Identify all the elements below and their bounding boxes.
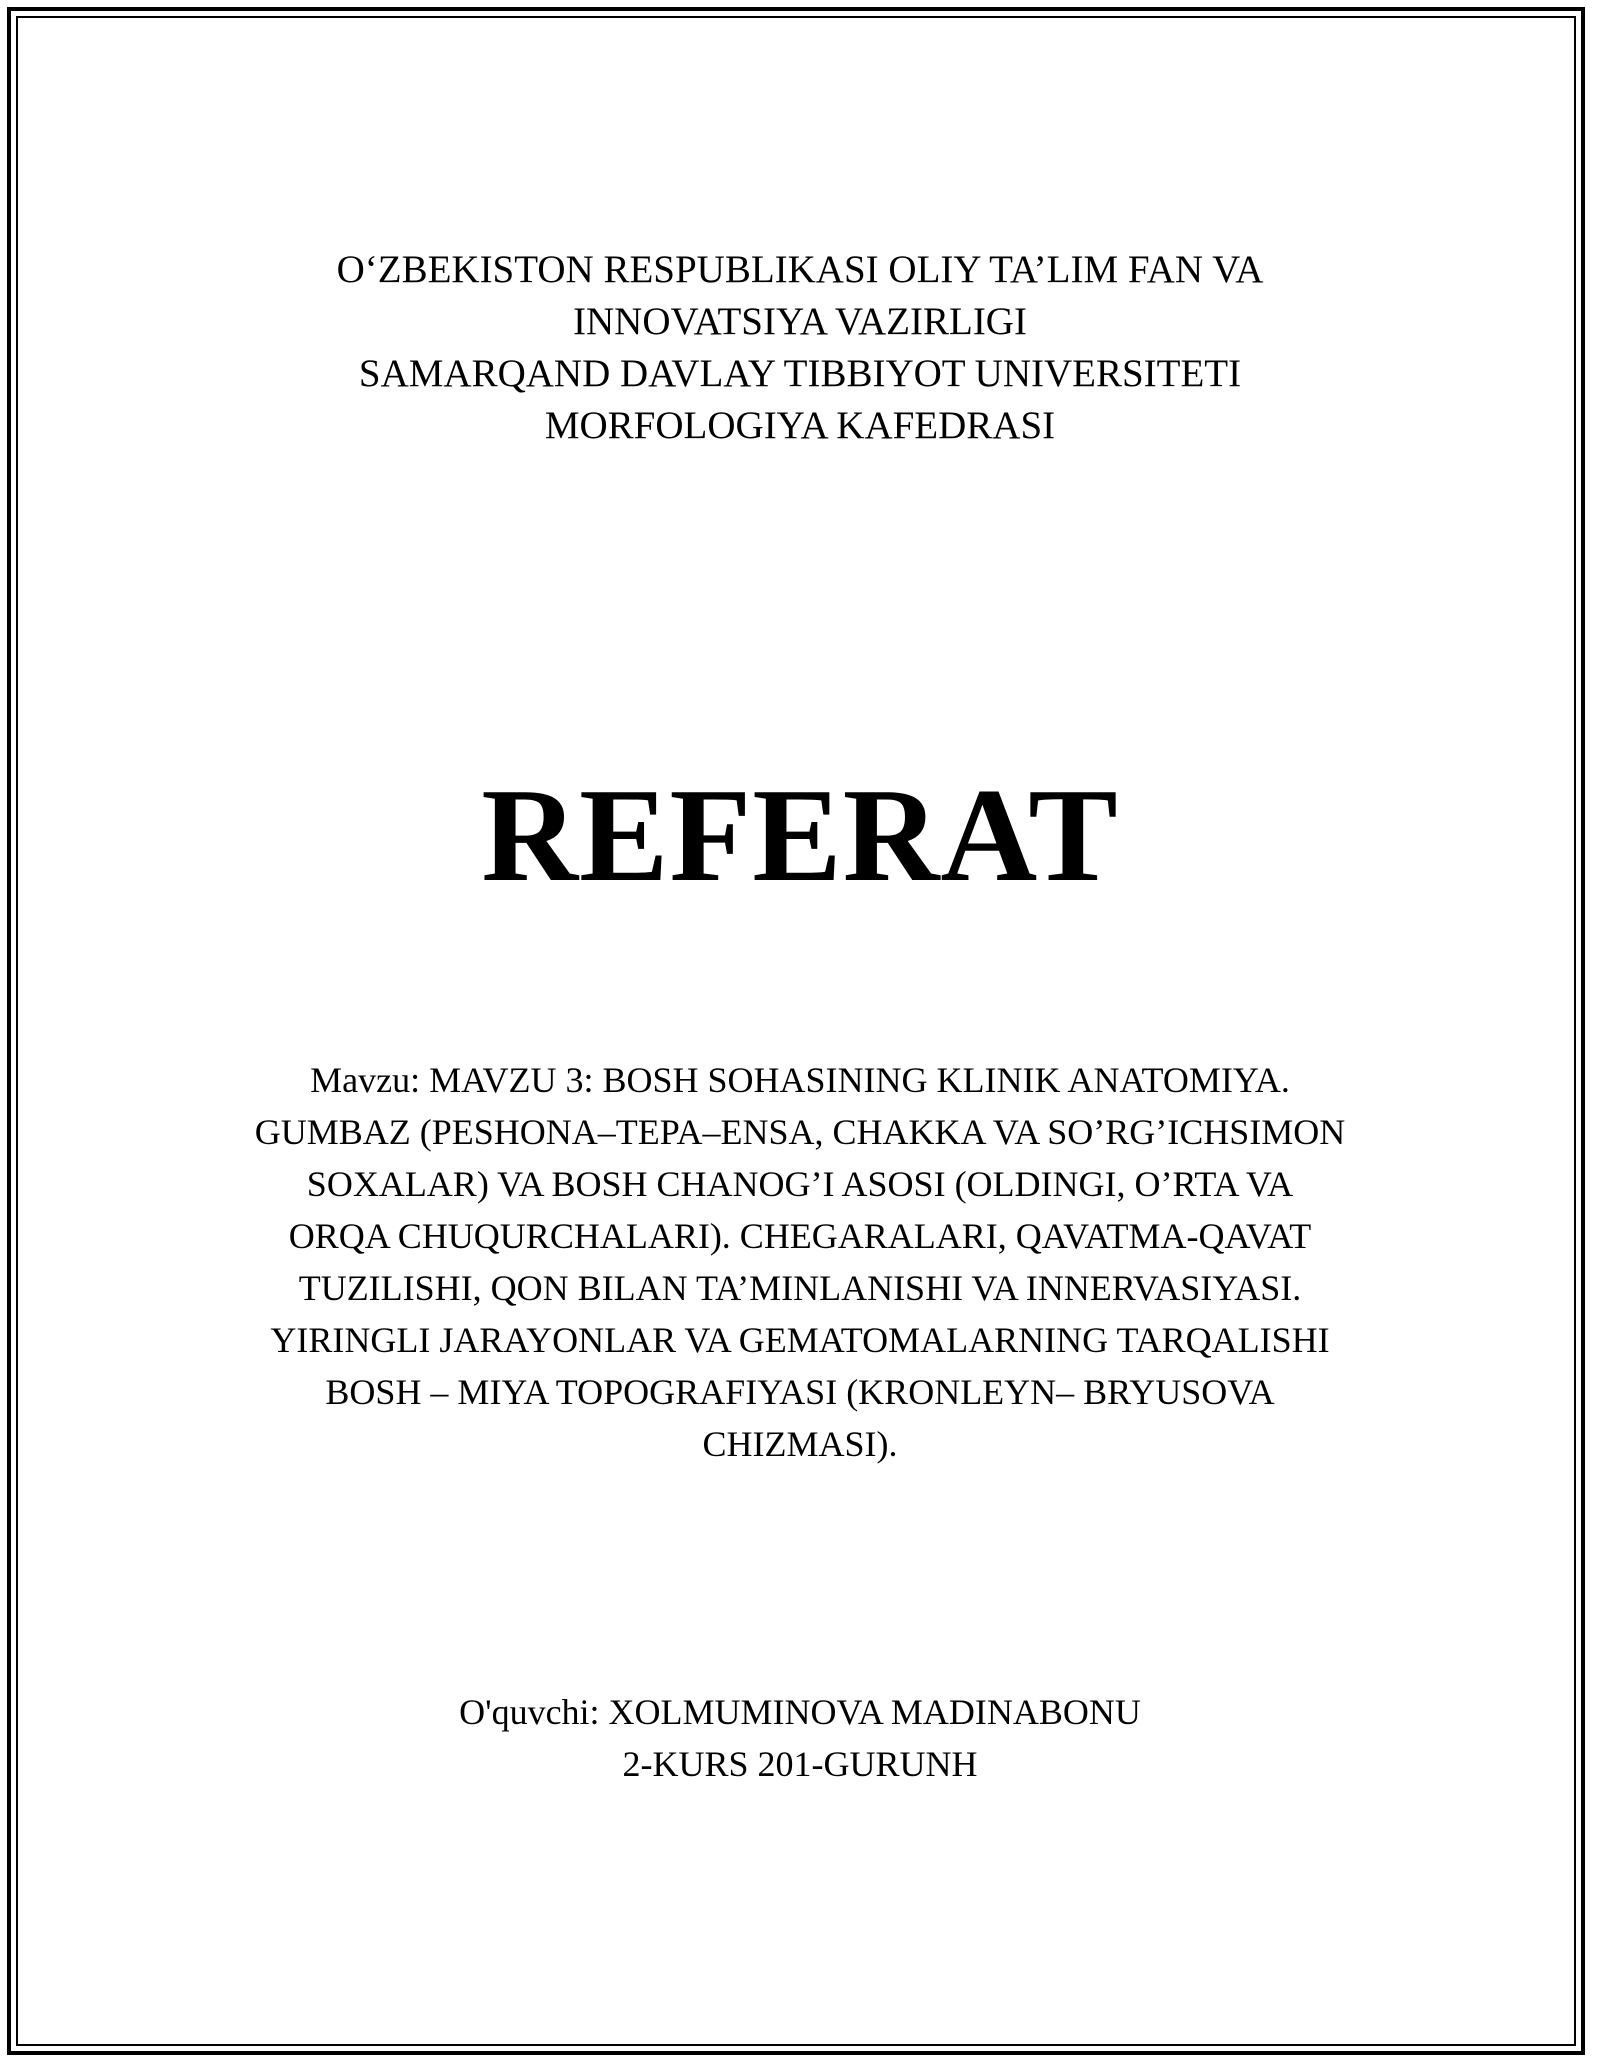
institution-header xyxy=(0,244,1600,452)
topic-line: TUZILISHI, QON BILAN TA’MINLANISHI VA INNERVASIYASI. xyxy=(298,1268,1302,1308)
topic-paragraph xyxy=(0,1054,1600,1470)
header-line-department: MORFOLOGIYA KAFEDRASI xyxy=(544,404,1056,447)
topic-line: Mavzu: MAVZU 3: BOSH SOHASINING KLINIK ANATOMIYA. xyxy=(310,1060,1290,1100)
header-line-university: SAMARQAND DAVLAY TIBBIYOT UNIVERSITETI xyxy=(358,352,1242,395)
header-line-ministry: O‘ZBEKISTON RESPUBLIKASI OLIY TA’LIM FAN VA xyxy=(336,248,1264,291)
topic-line: YIRINGLI JARAYONLAR VA GEMATOMALARNING TARQALISHI xyxy=(270,1320,1330,1360)
topic-line: GUMBAZ (PESHONA–TEPA–ENSA, CHAKKA VA SO’RG’ICHSIMON xyxy=(254,1112,1346,1152)
topic-line: CHIZMASI). xyxy=(702,1424,898,1464)
student-group: 2-KURS 201-GURUNH xyxy=(622,1744,978,1784)
topic-line: ORQA CHUQURCHALARI). CHEGARALARI, QAVATMA-QAVAT xyxy=(288,1216,1312,1256)
document-title: REFERAT xyxy=(481,761,1119,909)
header-line-ministry-cont: INNOVATSIYA VAZIRLIGI xyxy=(573,300,1027,343)
student-name: O'quvchi: XOLMUMINOVA MADINABONU xyxy=(459,1692,1141,1732)
topic-line: BOSH – MIYA TOPOGRAFIYASI (KRONLEYN– BRYUSOVA xyxy=(325,1372,1275,1412)
student-info xyxy=(0,1686,1600,1790)
topic-line: SOXALAR) VA BOSH CHANOG’I ASOSI (OLDINGI, O’RTA VA xyxy=(306,1164,1294,1204)
